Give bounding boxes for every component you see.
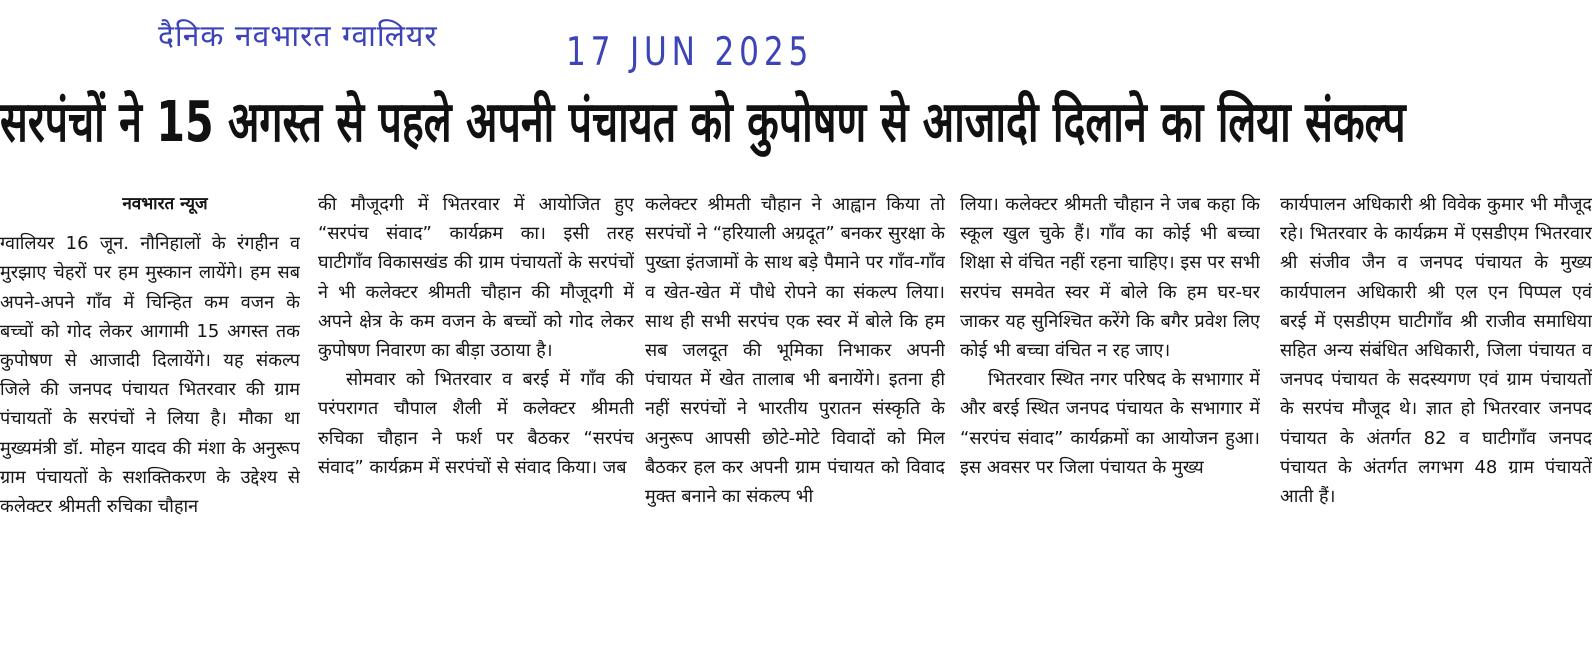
article-column-4 xyxy=(960,190,1260,668)
column-paragraph: सोमवार को भितरवार व बरई में गाँव की परंपरागत चौपाल शैली में कलेक्टर श्रीमती रुचिका चौहान ने फर्श पर बैठकर “सरपंच संवाद” कार्यक्रम में सरपंचों से संवाद किया। जब xyxy=(318,369,634,478)
article-headline: सरपंचों ने 15 अगस्त से पहले अपनी पंचायत को कुपोषण से आजादी दिलाने का लिया संकल्प xyxy=(0,90,1406,155)
article-column-5 xyxy=(1280,190,1592,668)
newspaper-name-stamp: दैनिक नवभारत ग्वालियर xyxy=(158,19,438,54)
article-column-1 xyxy=(0,190,300,668)
column-paragraph: की मौजूदगी में भितरवार में आयोजित हुए “सरपंच संवाद” कार्यक्रम का। इसी तरह घाटीगाँव विकासखंड की ग्राम पंचायतों के सरपंचों ने भी कलेक्टर श्रीमती चौहान की मौजूदगी में अपने क्षेत्र के कम वजन के बच्चों को गोद लेकर कुपोषण निवारण का बीड़ा उठाया है। xyxy=(318,194,634,362)
column-paragraph: ग्वालियर 16 जून. नौनिहालों के रंगहीन व मुरझाए चेहरों पर हम मुस्कान लायेंगे। हम सब अपने-अपने गाँव में चिन्हित कम वजन के बच्चों को गोद लेकर आगामी 15 अगस्त तक कुपोषण से आजादी दिलायेंगे। यह संकल्प जिले की जनपद पंचायत भितरवार की ग्राम पंचायतों के सरपंचों ने लिया है। मौका था मुख्यमंत्री डॉ. मोहन यादव की मंशा के अनुरूप ग्राम पंचायतों के सशक्तिकरण के उद्देश्य से कलेक्टर श्रीमती रुचिका चौहान xyxy=(0,233,300,518)
article-column-3 xyxy=(645,190,945,668)
column-paragraph: लिया। कलेक्टर श्रीमती चौहान ने जब कहा कि स्कूल खुल चुके हैं। गाँव का कोई भी बच्चा शिक्षा से वंचित नहीं रहना चाहिए। इस पर सभी सरपंच समवेत स्वर में बोले कि हम घर-घर जाकर यह सुनिश्चित करेंगे कि बगैर प्रवेश लिए कोई भी बच्चा वंचित न रह जाए। xyxy=(960,194,1260,362)
column-paragraph: कार्यपालन अधिकारी श्री विवेक कुमार भी मौजूद रहे। भितरवार के कार्यक्रम में एसडीएम भितरवार श्री संजीव जैन व जनपद पंचायत के मुख्य कार्यपालन अधिकारी श्री एल एन पिप्पल एवं बरई में एसडीएम घाटीगाँव श्री राजीव समाधिया सहित अन्य संबंधित अधिकारी, जिला पंचायत व जनपद पंचायत के सदस्यगण एवं ग्राम पंचायतों के सरपंच मौजूद थे। ज्ञात हो भितरवार जनपद पंचायत के अंतर्गत 82 व घाटीगाँव जनपद पंचायत के अंतर्गत लगभग 48 ग्राम पंचायतें आती हैं। xyxy=(1280,194,1592,508)
byline: नवभारत न्यूज xyxy=(122,194,208,214)
article-column-2 xyxy=(318,190,634,668)
column-paragraph: कलेक्टर श्रीमती चौहान ने आह्वान किया तो सरपंचों ने “हरियाली अग्रदूत” बनकर सुरक्षा के पुख्ता इंतजामों के साथ बड़े पैमाने पर गाँव-गाँव व खेत-खेत में पौधे रोपने का संकल्प लिया। साथ ही सभी सरपंच एक स्वर में बोले कि हम सब जलदूत की भूमिका निभाकर अपनी पंचायत में खेत तालाब भी बनायेंगे। इतना ही नहीं सरपंचों ने भारतीय पुरातन संस्कृति के अनुरूप आपसी छोटे-मोटे विवादों को मिल बैठकर हल कर अपनी ग्राम पंचायत को विवाद मुक्त बनाने का संकल्प भी xyxy=(645,194,945,508)
column-paragraph: भितरवार स्थित नगर परिषद के सभागार में और बरई स्थित जनपद पंचायत के सभागार में “सरपंच संवाद” कार्यक्रमों का आयोजन हुआ। इस अवसर पर जिला पंचायत के मुख्य xyxy=(960,369,1260,478)
date-stamp: 17 JUN 2025 xyxy=(566,30,814,75)
